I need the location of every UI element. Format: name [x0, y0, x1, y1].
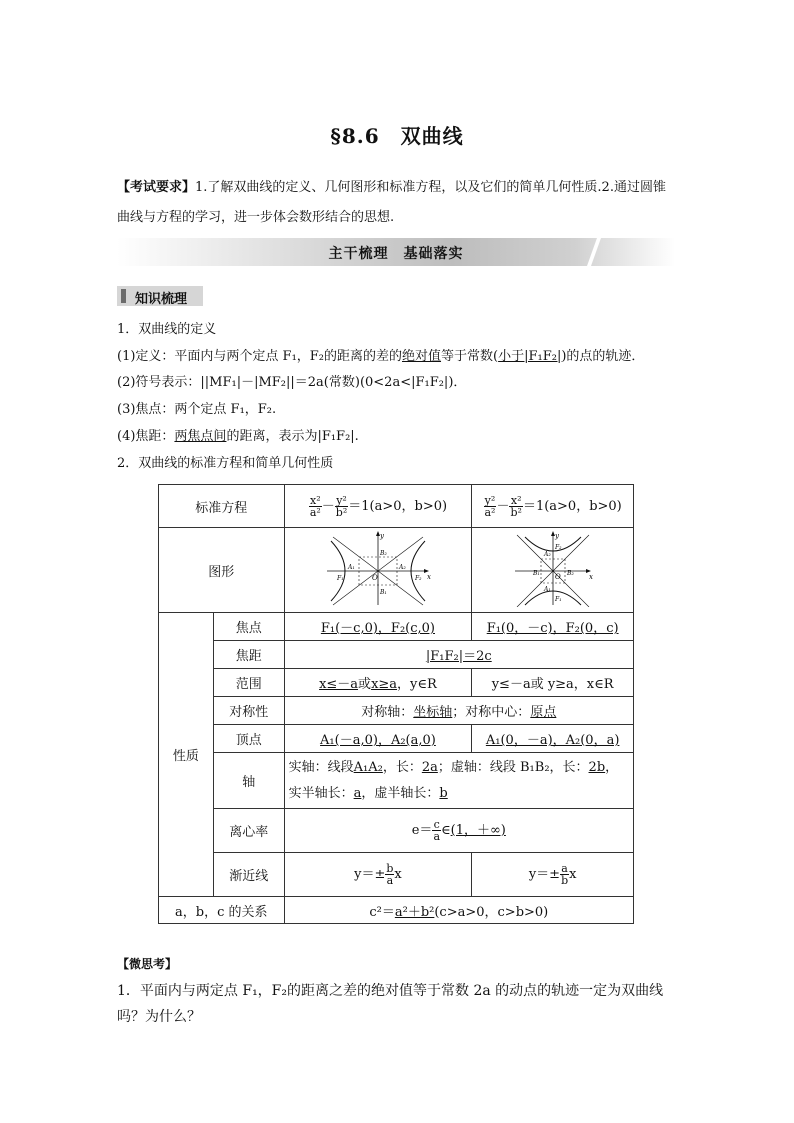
table-row [159, 641, 634, 669]
table-row [159, 613, 634, 641]
svg-text:F₂: F₂ [554, 544, 562, 551]
label-vertex: 顶点 [213, 725, 284, 753]
axis-value: 实轴：线段A₁A₂，长：2a；虚轴：线段 B₁B₂，长：2b， 实半轴长：a，虚半轴长：b [284, 753, 633, 809]
properties-heading: 2．双曲线的标准方程和简单几何性质 [117, 456, 334, 471]
svg-text:A₂: A₂ [543, 551, 551, 558]
table-row [159, 897, 634, 924]
definition-heading: 1．双曲线的定义 [117, 322, 217, 337]
svg-text:O: O [554, 573, 561, 581]
svg-text:A₁: A₁ [347, 564, 355, 571]
horizontal-hyperbola-figure [323, 529, 433, 607]
section-tag-label: 知识梳理 [135, 292, 188, 307]
table-row [159, 528, 634, 613]
think-question-1: 1．平面内与两定点 F₁，F₂的距离之差的绝对值等于常数 2a 的动点的轨迹一定为双曲线吗？为什么？ [117, 983, 664, 1025]
label-eccentricity: 离心率 [213, 809, 284, 853]
vertex-vertical: A₁(0，－a)，A₂(0，a) [472, 725, 634, 753]
requirements-text: 1.了解双曲线的定义、几何图形和标准方程，以及它们的简单几何性质.2.通过圆锥曲线与方程的学习，进一步体会数形结合的思想. [117, 180, 666, 225]
svg-text:B₂: B₂ [379, 550, 387, 557]
section-tag [117, 286, 203, 306]
exam-requirements [117, 173, 677, 233]
svg-text:A₁: A₁ [543, 586, 551, 593]
table-row [159, 753, 634, 809]
label-axis: 轴 [213, 753, 284, 809]
svg-text:B₁: B₁ [532, 570, 540, 577]
range-vertical: y≤－a或 y≥a，x∈R [472, 669, 634, 697]
label-range: 范围 [213, 669, 284, 697]
svg-text:F₂: F₂ [414, 575, 422, 582]
section-band [117, 238, 675, 266]
eccentricity-value: e＝ $\frac{c}{a}$ ∈(1，＋∞) [284, 809, 633, 853]
focus-vertical: F₁(0，－c)，F₂(0，c) [472, 613, 634, 641]
asymptote-horizontal: y＝± $\frac{b}{a}$ x [284, 853, 472, 897]
svg-text:y: y [554, 532, 559, 540]
hyperbola-properties-table [158, 484, 634, 924]
definition-line-4: (4)焦距：两焦点间的距离，表示为|F₁F₂|. [117, 429, 359, 444]
label-abc-relation: a，b，c 的关系 [159, 897, 285, 924]
svg-text:y: y [379, 532, 384, 540]
page-title: §8.6 双曲线 [330, 124, 464, 148]
svg-text:F₁: F₁ [554, 596, 562, 603]
table-row [159, 669, 634, 697]
definition-line-2: (2)符号表示：||MF₁|－|MF₂||＝2a(常数)(0<2a<|F₁F₂|)． [117, 375, 467, 390]
figure-vertical [472, 528, 634, 613]
symmetry-value: 对称轴：坐标轴；对称中心：原点 [284, 697, 633, 725]
band-title: 主干梳理 基础落实 [328, 246, 464, 262]
asymptote-vertical: y＝± $\frac{a}{b}$ x [472, 853, 634, 897]
think-heading: 【微思考】 [117, 957, 178, 971]
abc-relation-value: c²＝a²＋b²(c>a>0，c>b>0) [284, 897, 633, 924]
row-label-std-eq: 标准方程 [159, 485, 285, 528]
table-row [159, 809, 634, 853]
svg-text:B₁: B₁ [379, 589, 387, 596]
eq-horizontal: $\frac{\text{x²}}{\text{a²}}$ － $\frac{\text{y²}}{\text{b²}}$ ＝1(a>0，b>0) [284, 485, 472, 528]
table-row [159, 697, 634, 725]
focus-horizontal: F₁(－c,0)，F₂(c,0) [284, 613, 472, 641]
label-symmetry: 对称性 [213, 697, 284, 725]
range-horizontal: x≤－a或x≥a，y∈R [284, 669, 472, 697]
row-label-properties: 性质 [159, 613, 214, 897]
vertical-hyperbola-figure [511, 529, 595, 607]
table-row [159, 485, 634, 528]
requirements-label: 【考试要求】 [117, 180, 196, 195]
label-focus: 焦点 [213, 613, 284, 641]
svg-text:x: x [426, 573, 431, 581]
svg-text:O: O [371, 574, 378, 582]
focal-length-value: |F₁F₂|＝2c [284, 641, 633, 669]
svg-text:F₁: F₁ [336, 575, 344, 582]
row-label-figure: 图形 [159, 528, 285, 613]
vertex-horizontal: A₁(－a,0)，A₂(a,0) [284, 725, 472, 753]
eq-vertical: $\frac{\text{y²}}{\text{a²}}$ － $\frac{\text{x²}}{\text{b²}}$ ＝1(a>0，b>0) [472, 485, 634, 528]
svg-text:B₂: B₂ [566, 570, 574, 577]
table-row [159, 853, 634, 897]
label-asymptote: 渐近线 [213, 853, 284, 897]
definition-line-3: (3)焦点：两个定点 F₁，F₂. [117, 402, 277, 417]
table-row [159, 725, 634, 753]
figure-horizontal [284, 528, 472, 613]
label-focal-length: 焦距 [213, 641, 284, 669]
svg-text:x: x [588, 573, 593, 581]
definition-line-1: (1)定义：平面内与两个定点 F₁，F₂的距离的差的绝对值等于常数(小于|F₁F₂|)的点的轨迹． [117, 349, 645, 364]
svg-text:A₂: A₂ [398, 564, 406, 571]
